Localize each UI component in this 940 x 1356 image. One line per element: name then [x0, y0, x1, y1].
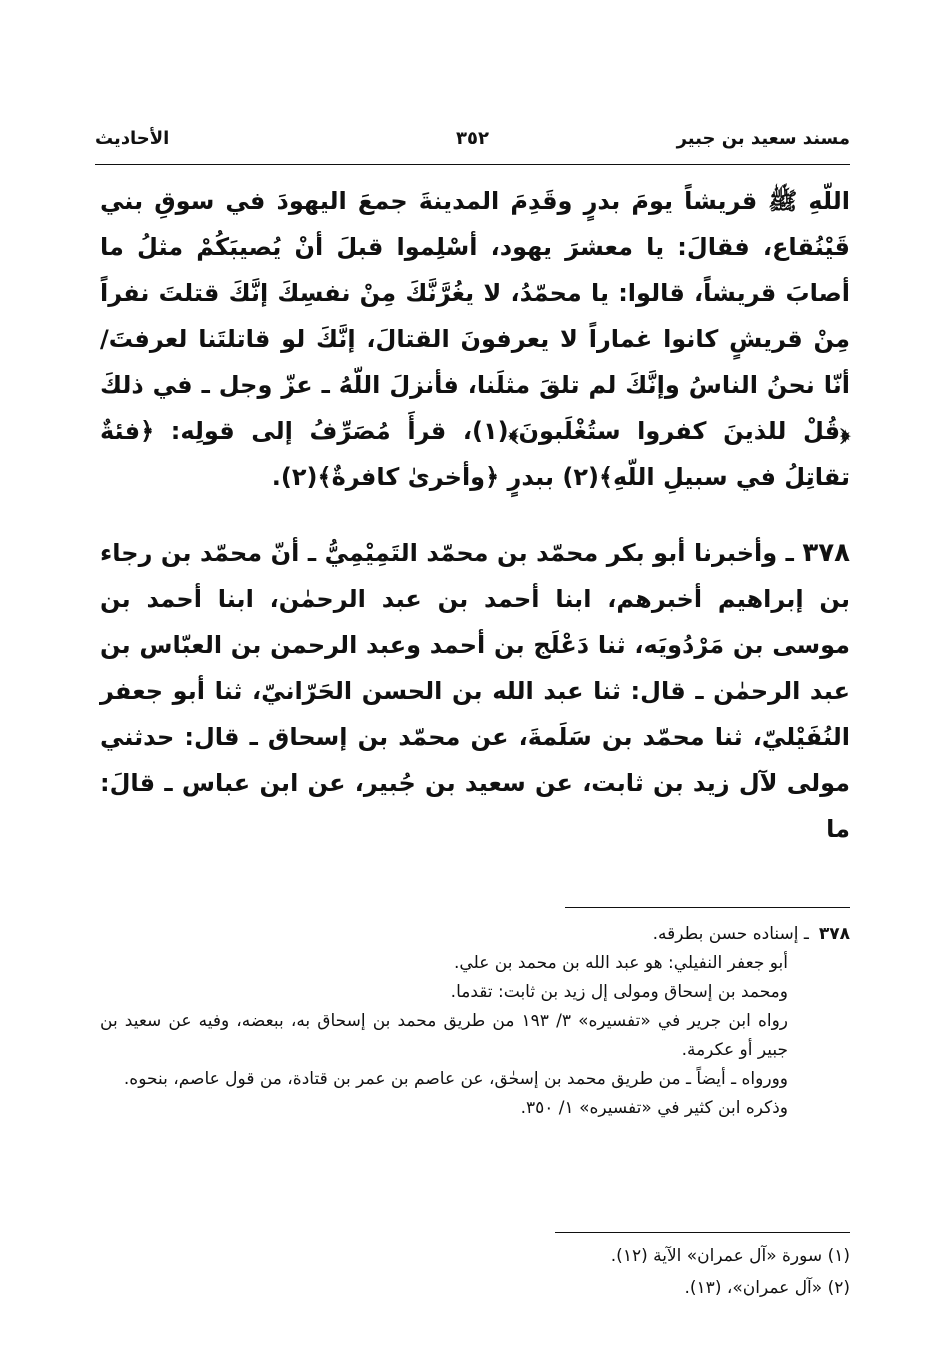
paragraph-continuation: اللّهِ ﷺ قريشاً يومَ بدرٍ وقَدِمَ المدينةَ جمعَ اليهودَ في سوقِ بني قَيْنُقاع، فقالَ: يا معشرَ يهود، أسْلِموا قبلَ أنْ يُصيبَكُمْ مثلُ ما أصابَ قريشاً، قالوا: يا محمّدُ، لا يغُرَّنَّكَ مِنْ نفسِكَ إنَّكَ قتلتَ نفراً مِنْ قريشٍ كانوا غماراً لا يعرفونَ القتالَ، إنَّكَ لو قاتلتَنا لعرفتَ/ أنّا نحنُ الناسُ وإنَّكَ لم تلقَ مثلَنا، فأنزلَ اللّهُ ـ عزّ وجل ـ في ذلكَ ﴿قُلْ للذينَ كفروا ستُغْلَبونَ﴾(١)، قرأَ مُصَرِّفُ إلى قولِه: ﴿فئةٌ تقاتِلُ في سبيلِ اللّهِ﴾(٢) ببدرٍ ﴿وأخرىٰ كافرةٌ﴾(٢).: [100, 187, 851, 491]
footnotes-divider: [555, 1232, 850, 1233]
hadith-number: ٣٧٨: [802, 538, 850, 568]
header-divider: [95, 164, 850, 165]
main-text: [100, 178, 850, 852]
note-first-line: [100, 920, 850, 949]
notes-divider: [565, 907, 850, 908]
note-line-1: ـ إسناده حسن بطرقه.: [652, 924, 809, 944]
note-line-3: ومحمد بن إسحاق ومولى إل زيد بن ثابت: تقدما.: [450, 982, 788, 1002]
note-line-4: رواه ابن جرير في «تفسيره» ٣/ ١٩٣ من طريق محمد بن إسحاق به، ببعضه، وفيه عن سعيد بن جبير أو عكرمة.: [100, 1011, 788, 1060]
note-line-5: وورواه ـ أيضاً ـ من طريق محمد بن إسحٰق، عن عاصم بن عمر بن قتادة، من قول عاصم، بنحوه.: [123, 1069, 788, 1089]
note-number: ٣٧٨: [818, 924, 850, 944]
book-title: مسند سعيد بن جبير: [676, 128, 850, 149]
note-line-6: وذكره ابن كثير في «تفسيره» ١/ ٣٥٠.: [520, 1098, 788, 1118]
note-line-2: أبو جعفر النفيلي: هو عبد الله بن محمد بن علي.: [454, 953, 788, 973]
commentary-notes: [100, 920, 850, 1123]
footnote-1: (١) سورة «آل عمران» الآية (١٢).: [610, 1246, 850, 1266]
hadith-paragraph: [100, 530, 850, 852]
page-number: ٣٥٢: [456, 128, 489, 149]
footnote-2: (٢) «آل عمران»، (١٣).: [684, 1278, 850, 1298]
section-title: الأحاديث: [95, 128, 170, 149]
footnotes: [100, 1240, 850, 1304]
running-header: [95, 124, 850, 160]
hadith-text: ـ وأخبرنا أبو بكر محمّد بن محمّد التَمِيْمِيُّ ـ أنّ محمّد بن رجاء بن إبراهيم أخبرهم، ابنا أحمد بن عبد الرحمٰن، ابنا أحمد بن موسى بن مَرْدُويَه، ثنا دَعْلَج بن أحمد وعبد الرحمن بن العبّاس بن عبد الرحمٰن ـ قال: ثنا عبد الله بن الحسن الحَرّانيّ، ثنا أبو جعفر النُفَيْليّ، ثنا محمّد بن سَلَمةَ، عن محمّد بن إسحاق ـ قال: حدثني مولى لآل زيد بن ثابت، عن سعيد بن جُبير، عن ابن عباس ـ قالَ: ما: [100, 539, 850, 843]
